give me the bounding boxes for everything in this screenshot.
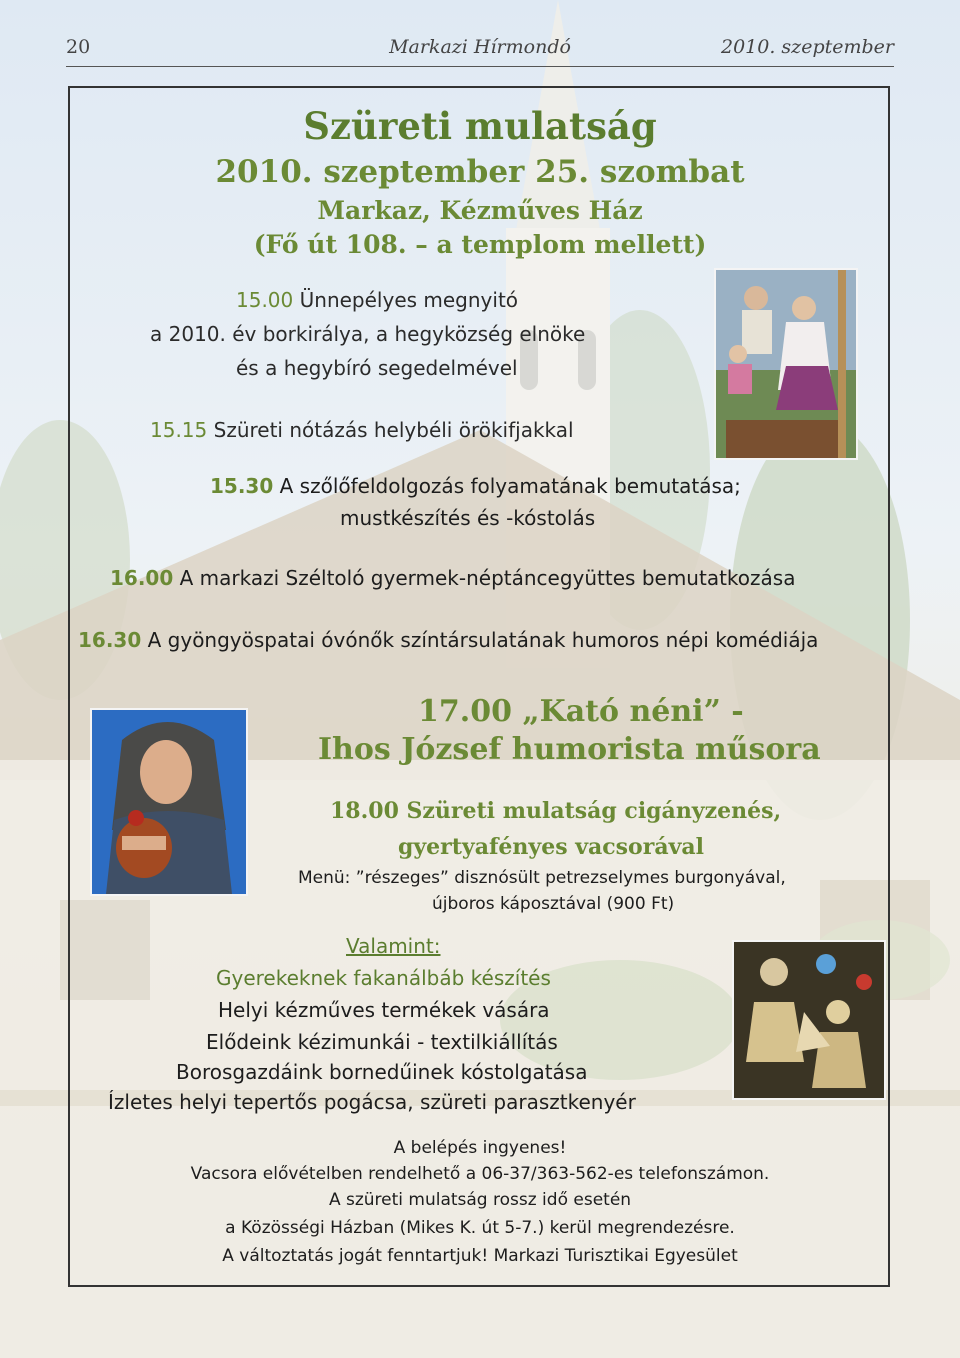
also-item-1: Gyerekeknek fakanálbáb készítés <box>216 966 551 990</box>
program-time: 16.30 <box>78 628 142 652</box>
menu-line-1: Menü: ”részeges” disznósült petrezselymes burgonyával, <box>298 868 786 888</box>
program-time: 15.15 <box>150 418 208 442</box>
footer-line-5: A változtatás jogát fenntartjuk! Markazi Turisztikai Egyesület <box>222 1246 738 1266</box>
page-number: 20 <box>66 36 91 58</box>
program-item-1500-line2: a 2010. év borkirálya, a hegyközség elnöke <box>150 322 586 346</box>
program-item-1630 <box>78 628 818 652</box>
program-text: Ünnepélyes megnyitó <box>299 288 519 312</box>
footer-line-3: A szüreti mulatság rossz idő esetén <box>328 1190 632 1210</box>
footer-line-2: Vacsora elővételben rendelhető a 06-37/363-562-es telefonszámon. <box>190 1164 770 1184</box>
highlight-line-2: Ihos József humorista műsora <box>318 732 821 767</box>
menu-line-2: újboros káposztával (900 Ft) <box>432 894 675 914</box>
header-rule <box>66 66 894 67</box>
event-title: Szüreti mulatság <box>303 104 657 148</box>
also-item-4: Borosgazdáink bornedűinek kóstolgatása <box>176 1060 588 1084</box>
page-header <box>66 36 894 64</box>
program-text: A szőlőfeldolgozás folyamatának bemutatása; <box>279 474 741 498</box>
program-item-1600 <box>110 566 795 590</box>
program-item-1500 <box>236 288 518 312</box>
program-time: 16.00 <box>110 566 174 590</box>
program-text: A markazi Széltoló gyermek-néptáncegyüttes bemutatkozása <box>179 566 796 590</box>
issue-date: 2010. szeptember <box>721 36 894 58</box>
also-item-3: Elődeink kézimunkái - textilkiállítás <box>206 1030 558 1054</box>
program-text: A gyöngyöspatai óvónők színtársulatának humoros népi komédiája <box>147 628 819 652</box>
event-date: 2010. szeptember 25. szombat <box>215 154 745 190</box>
photo-kato-neni <box>90 708 248 896</box>
also-item-2: Helyi kézműves termékek vására <box>218 998 550 1022</box>
program-item-1530 <box>210 474 741 498</box>
program-item-1500-line3: és a hegybíró segedelmével <box>236 356 518 380</box>
program-time: 15.30 <box>210 474 274 498</box>
dinner-line-1: 18.00 Szüreti mulatság cigányzenés, <box>330 798 782 824</box>
footer-line-1: A belépés ingyenes! <box>393 1138 567 1158</box>
photo-corn-husk-dolls <box>732 940 886 1100</box>
also-heading: Valamint: <box>346 934 441 958</box>
publication-name: Markazi Hírmondó <box>389 36 571 58</box>
program-item-1515 <box>150 418 574 442</box>
photo-grape-pressing <box>714 268 858 460</box>
program-time: 15.00 <box>236 288 294 312</box>
program-item-1530-line2: mustkészítés és -kóstolás <box>340 506 596 530</box>
program-text: Szüreti nótázás helybéli örökifjakkal <box>213 418 574 442</box>
event-venue: Markaz, Kézműves Ház <box>317 196 643 225</box>
highlight-line-1: 17.00 „Kató néni” - <box>418 694 744 729</box>
event-address: (Fő út 108. – a templom mellett) <box>253 230 707 259</box>
dinner-line-2: gyertyafényes vacsorával <box>398 834 704 860</box>
footer-line-4: a Közösségi Házban (Mikes K. út 5-7.) kerül megrendezésre. <box>225 1218 735 1238</box>
also-item-5: Ízletes helyi tepertős pogácsa, szüreti parasztkenyér <box>108 1090 636 1114</box>
